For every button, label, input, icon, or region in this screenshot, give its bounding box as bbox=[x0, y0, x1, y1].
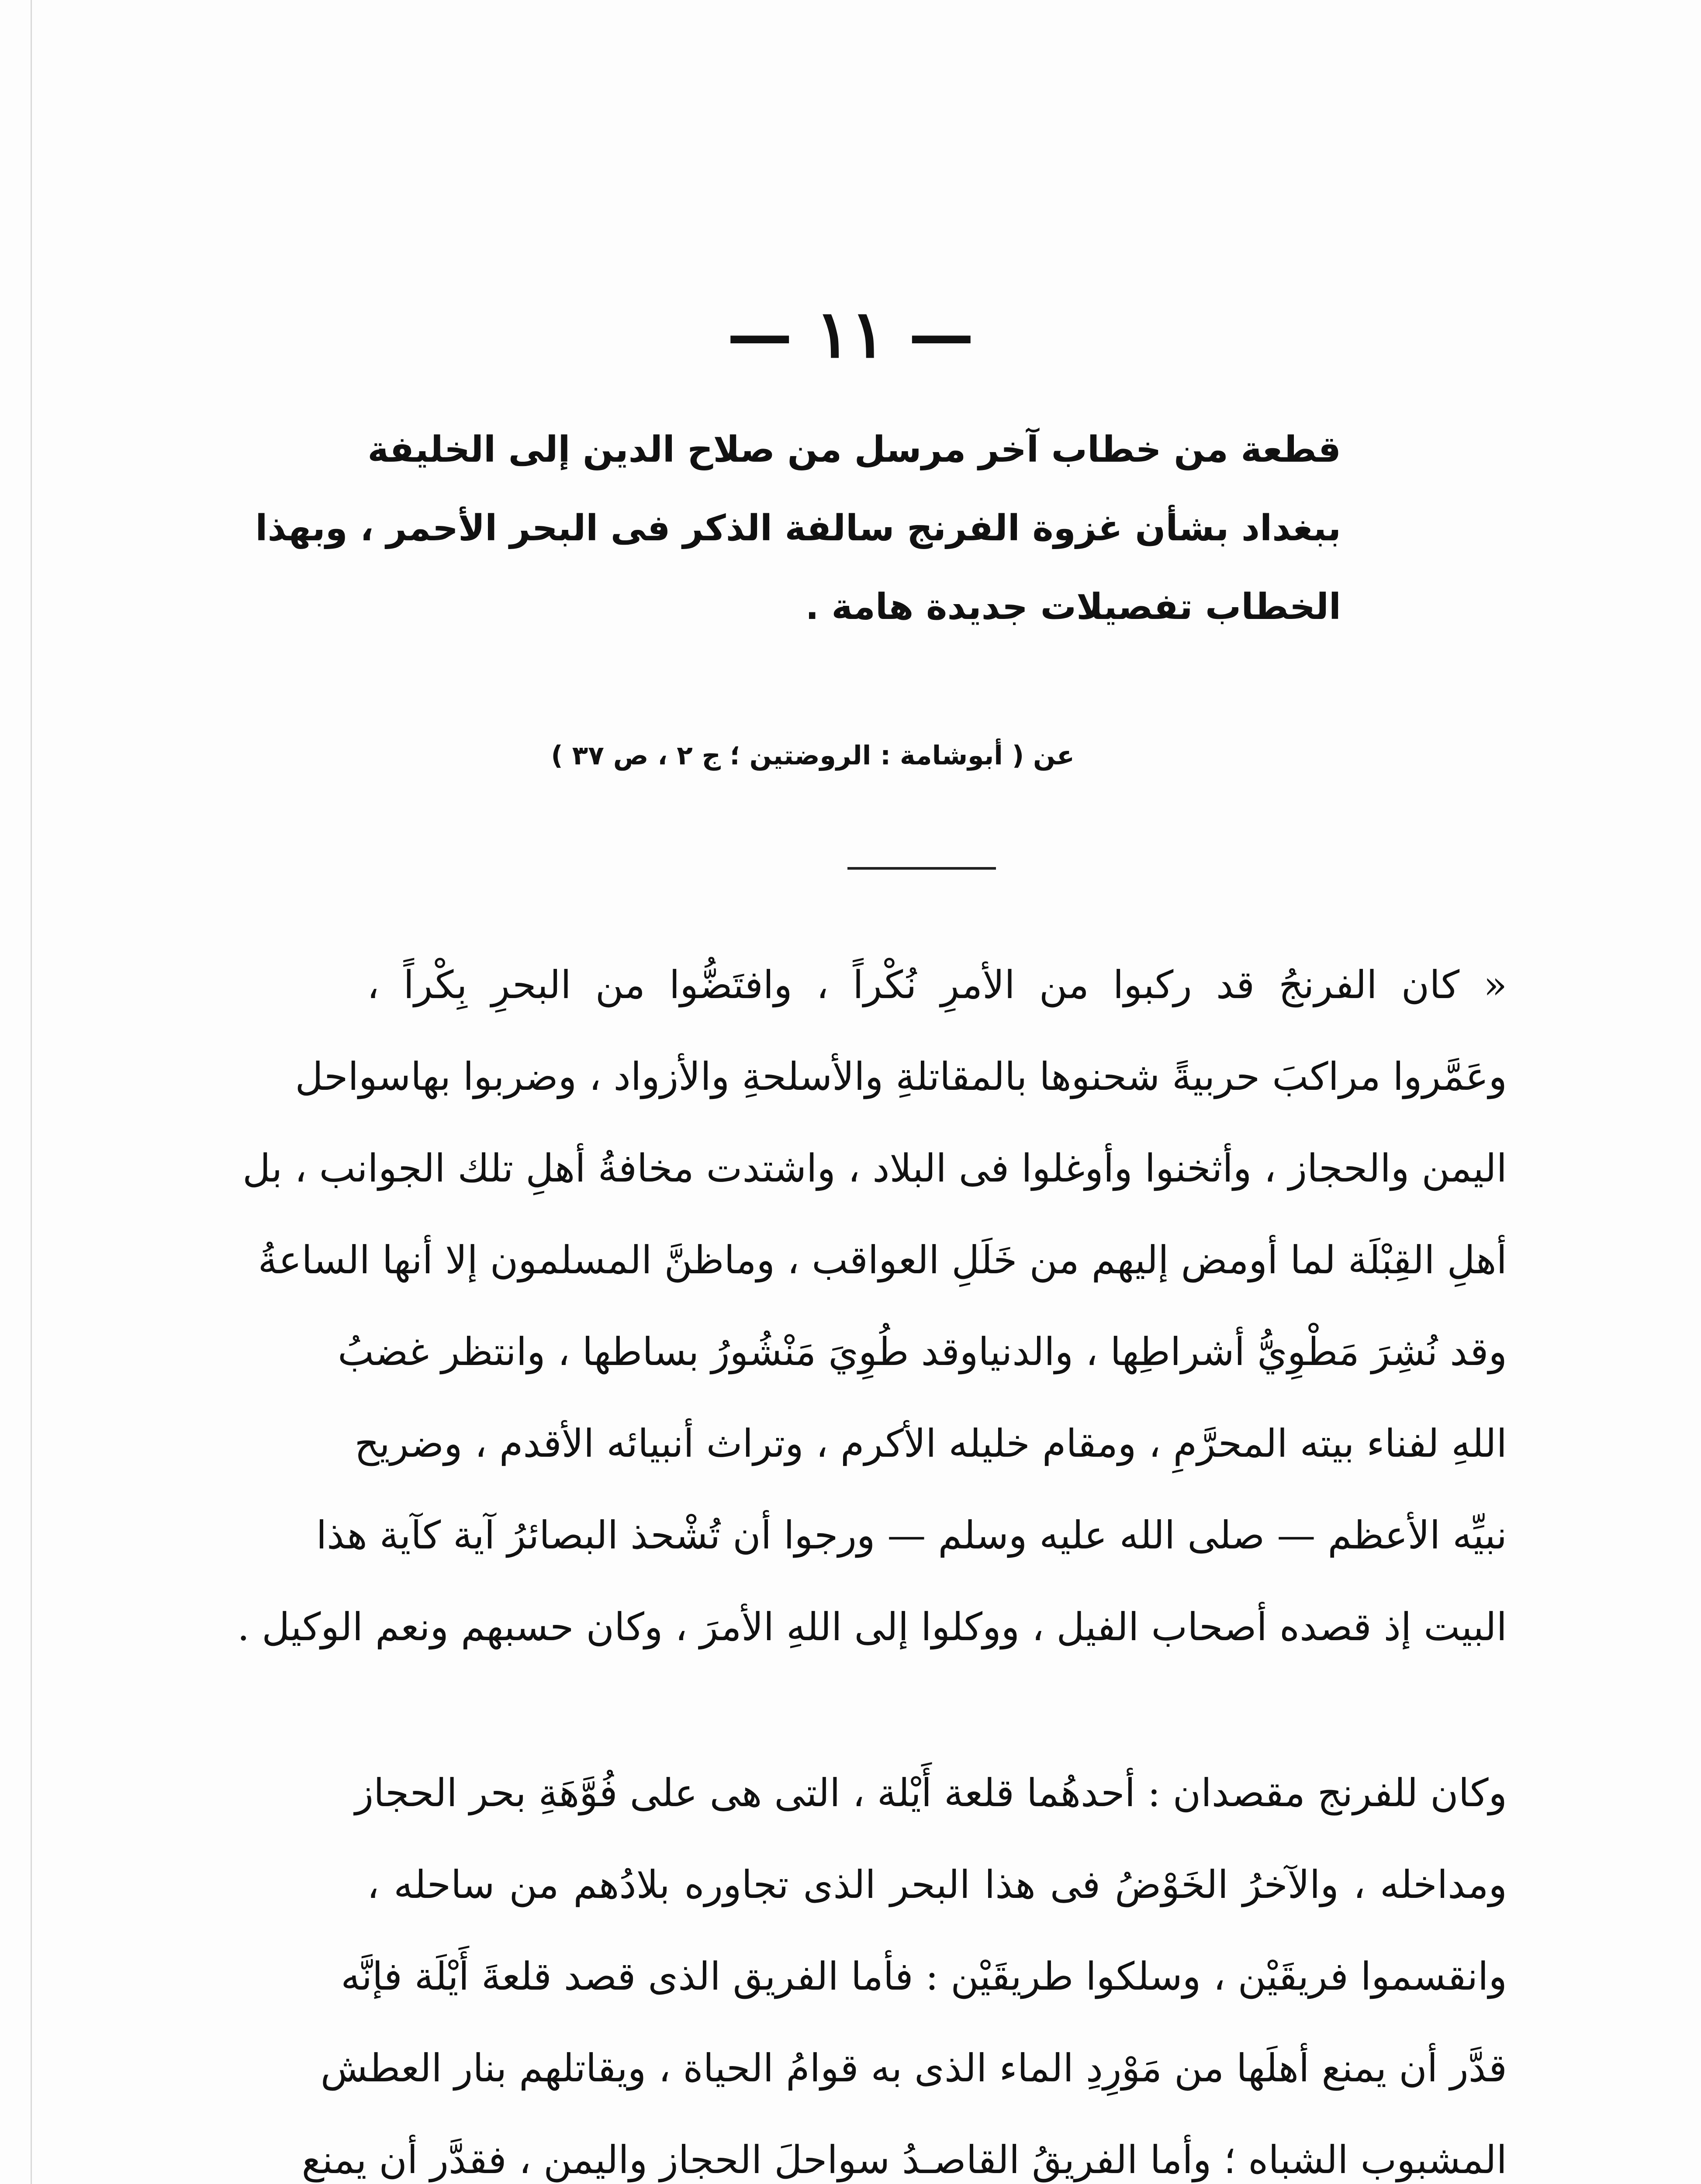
text-line: المشبوب الشباه ؛ وأما الفريقُ القاصـدُ سواحلَ الحجاز واليمن ، فقدَّر أن يمنع bbox=[301, 2137, 1507, 2182]
text-line: أهلِ القِبْلَة لما أومض إليهم من خَلَلِ العواقب ، وماظنَّ المسلمون إلا أنها الساعةُ bbox=[258, 1237, 1507, 1282]
text-line: اللهِ لفناء بيته المحرَّمِ ، ومقام خليله الأكرم ، وتراث أنبيائه الأقدم ، وضريح bbox=[354, 1421, 1507, 1466]
text-line: ومداخله ، والآخرُ الخَوْضُ فى هذا البحر الذى تجاوره بلادُهم من ساحله ، bbox=[367, 1862, 1507, 1907]
heading-line: ببغداد بشأن غزوة الفرنج سالفة الذكر فى البحر الأحمر ، وبهذا bbox=[255, 508, 1341, 549]
source-citation: عن ( أبوشامة : الروضتين ؛ ج ٢ ، ص ٣٧ ) bbox=[551, 740, 1075, 771]
paragraph-2 bbox=[301, 1747, 1507, 2184]
text-line: وانقسموا فريقَيْن ، وسلكوا طريقَيْن : فأما الفريق الذى قصد قلعةَ أَيْلَة فإنَّه bbox=[341, 1954, 1507, 1999]
heading-line: الخطاب تفصيلات جديدة هامة . bbox=[805, 586, 1341, 628]
text-line: قدَّر أن يمنع أهلَها من مَوْرِدِ الماء الذى به قوامُ الحياة ، ويقاتلهم بنار العطش bbox=[320, 2046, 1507, 2091]
heading-line: قطعة من خطاب آخر مرسل من صلاح الدين إلى الخليفة bbox=[367, 429, 1341, 470]
text-line: « كان الفرنجُ قد ركبوا من الأمرِ نُكْراً ، وافتَضُّوا من البحرِ بِكْراً ، bbox=[367, 962, 1507, 1007]
section-divider bbox=[847, 867, 996, 870]
paragraph-1 bbox=[237, 939, 1507, 1673]
text-line: وكان للفرنج مقصدان : أحدهُما قلعة أَيْلة ، التى هى على فُوَّهَةِ بحر الحجاز bbox=[355, 1770, 1507, 1815]
text-line: وقد نُشِرَ مَطْوِيُّ أشراطِها ، والدنياوقد طُوِيَ مَنْشُورُ بساطها ، وانتظر غضبُ bbox=[338, 1329, 1507, 1374]
text-line: وعَمَّروا مراكبَ حربيةً شحنوها بالمقاتلةِ والأسلحةِ والأزواد ، وضربوا بهاسواحل bbox=[295, 1054, 1507, 1099]
text-line: البيت إذ قصده أصحاب الفيل ، ووكلوا إلى اللهِ الأمرَ ، وكان حسبهم ونعم الوكيل . bbox=[237, 1604, 1507, 1649]
text-line: اليمن والحجاز ، وأثخنوا وأوغلوا فى البلاد ، واشتدت مخافةُ أهلِ تلك الجوانب ، بل bbox=[242, 1146, 1507, 1191]
page-number: — ١١ — bbox=[727, 296, 974, 373]
section-heading bbox=[255, 411, 1341, 646]
text-line: نبيِّه الأعظم — صلى الله عليه وسلم — ورجوا أن تُشْحذ البصائرُ آية كآية هذا bbox=[316, 1513, 1507, 1558]
